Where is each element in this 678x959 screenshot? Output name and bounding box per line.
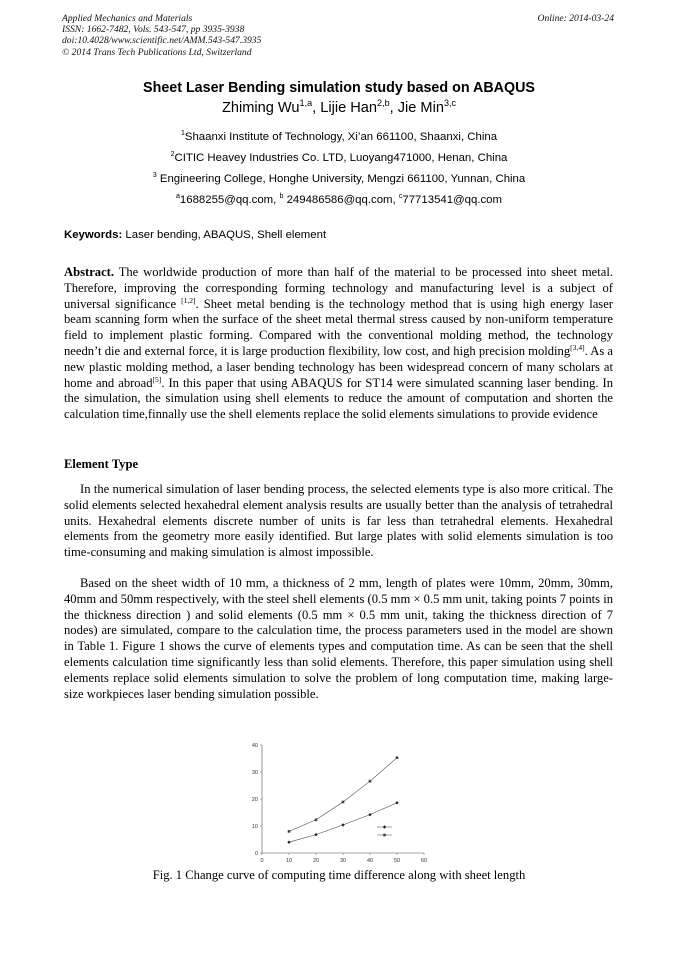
email-sup: a <box>175 193 180 201</box>
y-tick-label: 20 <box>251 797 258 803</box>
journal-name: Applied Mechanics and Materials <box>62 13 193 24</box>
keywords-label: Keywords: <box>64 229 123 241</box>
author-sup: 3,c <box>443 98 457 109</box>
series-1-point <box>287 841 290 844</box>
section-heading: Element Type <box>64 457 139 471</box>
series-1-point <box>341 823 344 826</box>
x-tick-label: 50 <box>393 858 401 864</box>
aff-sup: 3 <box>152 172 157 180</box>
y-tick-label: 10 <box>251 824 258 830</box>
series-1-point <box>314 833 317 836</box>
email-line <box>0 194 678 206</box>
email-sup: c <box>398 193 403 201</box>
abstract-text: . Sheet metal bending is the technology method that is using high energy laser beam scanning form when the surface of the sheet metal thermal stress caused by non-uniform temperature field to implement plastic forming. Compared with the conventional molding method, the technology needn’t die and external force, it is large production flexibility, low cost, and high precision molding <box>64 296 613 358</box>
y-tick-label: 0 <box>254 851 258 857</box>
email-sup: b <box>279 193 284 201</box>
computing-time-chart <box>240 735 440 867</box>
series-2-point <box>396 756 399 759</box>
x-tick-label: 0 <box>260 858 264 864</box>
abstract-text: The worldwide production of more than half of the material to be processed into sheet metal. Therefore, improving the corresponding forming technology and manufacturing level is a subject of universal significance <box>64 265 613 311</box>
author-name: Lijie Han <box>320 100 378 116</box>
y-tick-label: 30 <box>251 770 258 776</box>
author-sup: 2,b <box>377 98 390 109</box>
citation: [5] <box>152 374 162 384</box>
legend-marker-2 <box>383 834 386 837</box>
author-name: Zhiming Wu <box>221 100 300 116</box>
doi-line: doi:10.4028/www.scientific.net/AMM.543-547.3935 <box>62 35 262 47</box>
series-2-point <box>369 780 372 783</box>
aff-sup: 1 <box>180 130 185 138</box>
paper-title: Sheet Laser Bending simulation study based on ABAQUS <box>143 80 535 96</box>
aff-text: Shaanxi Institute of Technology, Xi’an 661100, Shaanxi, China <box>184 131 498 143</box>
series-2-line <box>289 758 397 832</box>
series-1-point <box>368 813 371 816</box>
online-date: Online: 2014-03-24 <box>537 13 614 24</box>
keywords-text: Laser bending, ABAQUS, Shell element <box>122 229 327 241</box>
figure-caption: Fig. 1 Change curve of computing time difference along with sheet length <box>152 868 526 882</box>
x-tick-label: 20 <box>312 858 320 864</box>
author-name: Jie Min <box>397 100 444 116</box>
affiliation-1 <box>0 131 678 143</box>
abstract-text: . In this paper that using ABAQUS for ST14 were simulated scanning laser bending. In the simulation, the simulation using shell elements to reduce the amount of computation and shorten the calculation time,finnally use the shell elements replace the solid elements simulations to provide evidence <box>64 375 613 422</box>
x-tick-label: 10 <box>285 858 293 864</box>
legend-marker-1 <box>383 825 386 828</box>
x-tick-label: 30 <box>339 858 347 864</box>
citation: [1,2] <box>181 295 196 305</box>
issn-line: ISSN: 1662-7482, Vols. 543-547, pp 3935-3938 <box>62 24 245 36</box>
series-2-point <box>342 801 345 804</box>
affiliation-3 <box>0 173 678 185</box>
body-paragraph-1: In the numerical simulation of laser bending process, the selected elements type is also more critical. The solid elements selected hexahedral element analysis results are usually better than the analysis of tetrahedral units. Hexahedral elements discrete number of units is far less than tetrahedral elements. Hexahedral elements from the geometry more easily identified. But large plates with solid elements simulation is too time-consuming and making simulation is almost impossible. <box>64 482 613 560</box>
author-sup: 1,a <box>299 98 313 109</box>
series-2-point <box>315 818 318 821</box>
abstract-label: Abstract. <box>64 265 115 279</box>
email-c: 77713541@qq.com <box>402 194 502 206</box>
journal-header <box>62 13 261 58</box>
aff-text: CITIC Heavey Industries Co. LTD, Luoyang471000, Henan, China <box>174 152 508 164</box>
copyright-line: © 2014 Trans Tech Publications Ltd, Switzerland <box>62 46 252 58</box>
author-list: Zhiming Wu$^{1,a}$, Lijie Han$^{2,b}$, Jie Min$^{3,c}$ <box>221 98 457 116</box>
keywords <box>64 229 326 241</box>
series-1-line <box>289 803 397 842</box>
email-b: 249486586@qq.com, <box>283 194 399 206</box>
y-tick-label: 40 <box>251 743 258 749</box>
email-a: 1688255@qq.com, <box>179 194 280 206</box>
body-paragraph-2: Based on the sheet width of 10 mm, a thickness of 2 mm, length of plates were 10mm, 20mm, 30mm, 40mm and 50mm respectively, with the steel shell elements (0.5 mm × 0.5 mm unit, taking points 7 points in the thickness direction ) and solid elements (0.5 mm × 0.5 mm unit, taking the thickness direction of 7 nodes) are simulated, compare to the calculation time, the process parameters used in the model are shown in Table 1. Figure 1 shows the curve of elements types and computation time. As can be seen that the shell elements calculation time significantly less than solid elements. Therefore, this paper simulation using shell elements replace solid elements simulation to solve the problem of long computation time, making large-size workpieces laser bending simulation possible. <box>64 576 613 701</box>
x-tick-label: 40 <box>366 858 374 864</box>
series-2-point <box>288 830 291 833</box>
affiliation-2 <box>0 152 678 164</box>
abstract-text: . As a new plastic molding method, a laser bending technology has been widespread concern of many scholars at home and abroad <box>64 343 614 390</box>
abstract-paragraph <box>64 265 613 423</box>
aff-text: Engineering College, Honghe University, Mengzi 661100, Yunnan, China <box>156 173 526 185</box>
x-tick-label: 60 <box>420 858 428 864</box>
aff-sup: 2 <box>170 151 175 159</box>
series-1-point <box>395 801 398 804</box>
citation: [3,4] <box>570 342 585 352</box>
